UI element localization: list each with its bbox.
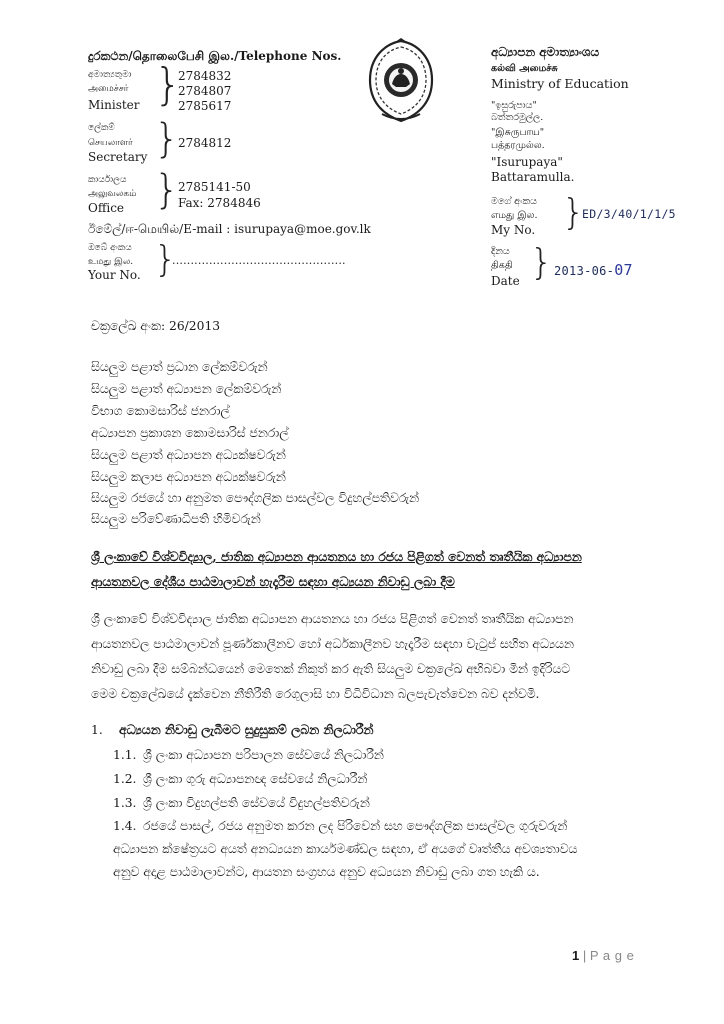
address-2: Battaramulla. [491,170,575,184]
office-label-ta: அலுவலகம் [88,189,137,199]
section-1-title: අධ්‍යයන නිවාඩු ලැබීමට සුදුසුකම් ලබන නිලධාරීන් [119,722,374,737]
minister-label-si: අමාත්‍යතුමා [88,70,132,80]
minister-label: Minister [88,98,140,112]
email-line: ඊමේල්/ஈ-மெயில்/E-mail : isurupaya@moe.gov.lk [88,222,371,236]
page-label: P a g e [589,948,635,963]
subitem-text: ශ්‍රී ලංකා ගුරු අධ්‍යාපනඥ සේවයේ නිලධාරීන් [143,772,368,786]
body-line-1: ශ්‍රී ලංකාවේ විශ්වවිද්‍යාල ජාතික අධ්‍යාපන ආයතනය හා රජය පිළිගත් වෙනත් තෘතීයික අධ්‍යාපන [91,612,574,626]
date-day: 07 [614,261,633,279]
section-1-number: 1. [91,723,103,737]
recipient-line: සියලුම කලාප අධ්‍යාපන අධ්‍යක්ෂවරුන් [91,470,286,484]
date-label: Date [491,274,520,288]
secretary-label-si: ලේකම් [88,123,115,133]
office-label: Office [88,201,125,215]
ministry-name-si: අධ්‍යාපන අමාත්‍යාංශය [491,45,600,59]
body-line-4: මෙම චක්‍රලේඛයේ දැක්වෙන නීතිරීති රෙගුලාසි හා විධිවිධාන බලපැවැත්වෙන බව දන්වමි. [91,687,540,701]
date-label-si: දිනය [491,246,510,257]
subitem-text: ශ්‍රී ලංකා අධ්‍යාපන පරිපාලන සේවයේ නිලධාරීන් [143,748,384,762]
my-no-label: My No. [491,223,536,237]
subitem-number: 1.4. [113,819,137,833]
minister-phone-3: 2785617 [178,99,232,113]
telephone-heading: දුරකථන/தொலைபேசி இல./Telephone Nos. [88,49,342,63]
recipient-line: විභාග කොමසාරිස් ජනරාල් [91,404,230,418]
office-label-si: කාර්යාලය [88,175,127,185]
my-no-label-si: මගේ අංකය [491,196,537,207]
recipient-line: සියලුම පළාත් අධ්‍යාපන අධ්‍යක්ෂවරුන් [91,448,286,462]
subject-line-2: ආයතනවල දේශීය පාඨමාලාවන් හැදෑරීම සඳහා අධ්‍යයන නිවාඩු ලබා දීම [91,574,455,589]
address-si-2: බත්තරමුල්ල. [491,112,544,123]
subject-line-1: ශ්‍රී ලංකාවේ විශ්වවිද්‍යාල, ජාතික අධ්‍යාපන ආයතනය හා රජය පිළිගත් වෙනත් තෘතීයික අධ්‍යාපන [91,549,582,564]
office-fax: Fax: 2784846 [178,196,261,210]
secretary-brace: } [154,116,180,162]
date-label-ta: திகதி [491,260,513,271]
minister-brace: } [154,59,182,110]
page-separator: | [582,948,587,963]
recipient-line: අධ්‍යාපන ප්‍රකාශන කොමසාරිස් ජනරාල් [91,426,289,440]
subitem-number: 1.1. [113,748,137,762]
recipient-line: සියලුම පරිවේණාධිපති හිමිවරුන් [91,512,261,526]
page-footer [572,948,634,963]
subitem-number: 1.2. [113,772,137,786]
secretary-label: Secretary [88,150,148,164]
address-1: "Isurupaya" [491,155,563,169]
subitem-text: රජයේ පාසල්, රජය අනුමත කරන ලද පිරිවෙන් සහ පෞද්ගලික පාසල්වල ගුරුවරුන් [143,819,568,833]
subitem-continuation-1: අධ්‍යාපන ක්ෂේත්‍රයට අයත් අනධ්‍යයන කාර්යමණ්ඩල සඳහා, ඒ අයගේ වෘත්තීය අවශ්‍යතාවය [113,842,578,856]
body-line-3: නිවාඩු ලබා දීම සම්බන්ධයෙන් මෙතෙක් නිකුත් කර ඇති සියලුම චක්‍රලේඛ අභිබවා මින් ඉදිරියට [91,662,571,676]
recipient-line: සියලුම රජයේ හා අනුමත පෞද්ගලික පාසල්වල විදුහල්පතිවරුන් [91,491,420,505]
my-no-value: ED/3/40/1/1/5 [582,207,676,221]
minister-phone-1: 2784832 [178,69,232,83]
address-ta-2: பத்தரமுல்ல. [491,140,545,151]
office-brace: } [154,167,180,213]
subitem-number: 1.3. [113,796,137,810]
date-year-month: 2013-06- [554,264,615,278]
subitem-text: ශ්‍රී ලංකා විදුහල්පති සේවයේ විදුහල්පතිවරුන් [143,796,370,810]
date-value [554,261,633,279]
my-no-label-ta: எமது இல. [491,210,538,221]
my-no-brace: } [562,192,585,233]
your-no-label: Your No. [88,268,141,282]
state-emblem [366,38,436,124]
address-ta-1: "இசுருபாய" [491,127,545,138]
your-no-label-si: ඔබේ අංකය [88,243,132,253]
subitem-continuation-2: අනුව අදාළ පාඨමාලාවන්ට, ආයතන සංග්‍රහය අනුව අධ්‍යයන නිවාඩු ලබා ගත හැකි ය. [113,865,540,879]
your-no-dots: ............................................... [172,254,346,267]
ministry-name-ta: கல்வி அமைச்சு [491,63,558,74]
your-no-label-ta: உமது இல. [88,257,134,267]
body-line-2: ආයතනවල පාඨමාලාවන් පූර්ණකාලීනව හෝ අර්ධකාලීනව හැදෑරීම සඳහා වැටුප් සහිත අධ්‍යයන [91,637,574,651]
ministry-name: Ministry of Education [491,76,629,91]
page-number: 1 [572,948,580,963]
your-no-brace: } [154,239,177,280]
minister-label-ta: அமைச்சர் [88,84,129,94]
secretary-phone: 2784812 [178,136,232,150]
date-brace: } [530,242,553,283]
circular-number: චක්‍රලේඛ අංක: 26/2013 [91,319,221,333]
office-phone: 2785141-50 [178,180,251,194]
secretary-label-ta: செயலாளர் [88,138,133,148]
minister-phone-2: 2784807 [178,84,232,98]
recipient-line: සියලුම පළාත් අධ්‍යාපන ලේකම්වරුන් [91,382,282,396]
address-si-1: "ඉසුරුපාය" [491,100,537,111]
recipient-line: සියලුම පළාත් ප්‍රධාන ලේකම්වරුන් [91,360,268,374]
